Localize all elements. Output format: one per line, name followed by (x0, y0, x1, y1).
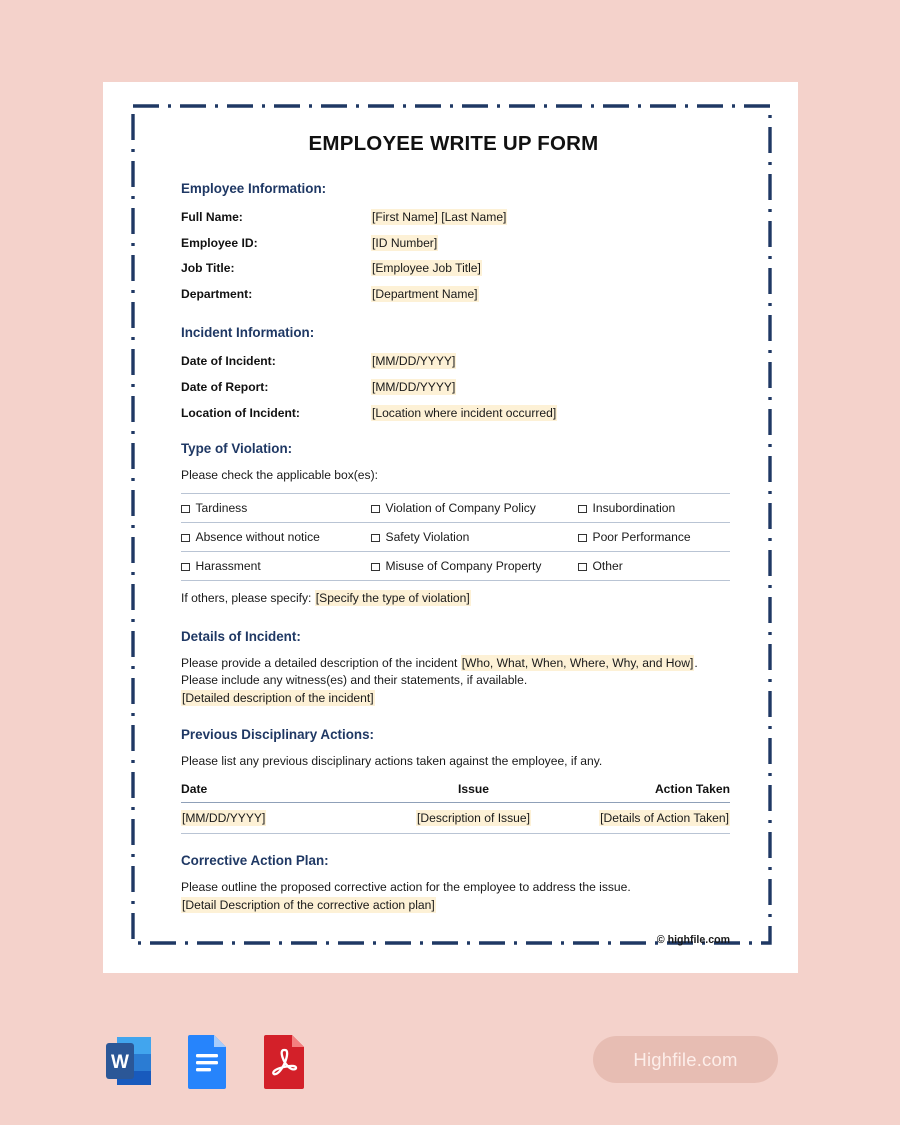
violation-checkbox-table (181, 493, 730, 581)
checkbox-cell-other[interactable] (578, 552, 730, 581)
details-description-row (181, 690, 730, 708)
field-label-job-title: Job Title: (181, 261, 235, 275)
copyright-notice: © highfile.com (656, 934, 730, 947)
table-header-row (181, 782, 730, 803)
field-label-full-name: Full Name: (181, 210, 243, 224)
brand-label: Highfile.com (633, 1048, 738, 1070)
corrective-action-description-row (181, 897, 730, 915)
cell-issue[interactable]: [Description of Issue] (381, 803, 566, 834)
field-row-department (181, 287, 730, 301)
field-value-date-of-report[interactable]: [MM/DD/YYYY] (372, 379, 456, 394)
checkbox-cell-misuse-of-company-property[interactable] (371, 552, 578, 581)
checkbox-label: Harassment (195, 559, 261, 574)
corrective-action-input[interactable]: [Detail Description of the corrective action plan] (182, 897, 435, 912)
checkbox-icon[interactable] (181, 534, 190, 543)
checkbox-icon[interactable] (371, 505, 380, 514)
google-docs-icon[interactable] (178, 1030, 236, 1092)
field-row-location-of-incident (181, 406, 730, 420)
field-value-department[interactable]: [Department Name] (372, 286, 478, 301)
form-content (181, 125, 730, 946)
table-row (181, 494, 730, 523)
column-header-action-taken: Action Taken (566, 782, 730, 803)
svg-text:W: W (111, 1052, 129, 1073)
checkbox-cell-safety-violation[interactable] (371, 523, 578, 552)
checkbox-label: Violation of Company Policy (385, 501, 536, 516)
table-row (181, 803, 730, 834)
download-format-icons (100, 1030, 314, 1092)
checkbox-cell-insubordination[interactable] (578, 494, 730, 523)
section-heading-incident-information: Incident Information: (181, 324, 315, 340)
checkbox-icon[interactable] (578, 534, 587, 543)
violation-instruction: Please check the applicable box(es): (181, 467, 378, 482)
details-line1-prefix: Please provide a detailed description of the incident (181, 655, 461, 670)
table-row (181, 552, 730, 581)
section-heading-corrective-action-plan: Corrective Action Plan: (181, 853, 329, 869)
checkbox-cell-absence-without-notice[interactable] (181, 523, 371, 552)
other-violation-specify-row (181, 590, 730, 608)
checkbox-label: Insubordination (592, 501, 676, 516)
details-instruction (181, 655, 730, 673)
details-description-input[interactable]: [Detailed description of the incident] (182, 690, 374, 705)
field-label-department: Department: (181, 286, 253, 301)
field-value-employee-id[interactable]: [ID Number] (372, 235, 438, 250)
field-label-date-of-report: Date of Report: (181, 379, 269, 394)
checkbox-label: Poor Performance (592, 530, 691, 545)
field-label-employee-id: Employee ID: (181, 235, 258, 250)
field-value-full-name[interactable]: [First Name] [Last Name] (372, 210, 507, 224)
checkbox-icon[interactable] (578, 563, 587, 572)
field-row-employee-id (181, 236, 730, 250)
column-header-issue: Issue (381, 782, 566, 803)
checkbox-icon[interactable] (371, 563, 380, 572)
field-row-date-of-report (181, 380, 730, 394)
checkbox-cell-violation-of-company-policy[interactable] (371, 494, 578, 523)
section-heading-previous-disciplinary-actions: Previous Disciplinary Actions: (181, 727, 374, 743)
word-doc-icon[interactable] (100, 1030, 158, 1092)
field-row-full-name (181, 210, 730, 224)
corrective-action-instruction: Please outline the proposed corrective action for the employee to address the issue. (181, 880, 631, 895)
checkbox-label: Misuse of Company Property (385, 559, 542, 574)
checkbox-label: Safety Violation (385, 530, 470, 545)
field-value-job-title[interactable]: [Employee Job Title] (372, 261, 481, 275)
previous-disciplinary-actions-table (181, 782, 730, 834)
page-title: EMPLOYEE WRITE UP FORM (308, 132, 599, 155)
table-row (181, 523, 730, 552)
checkbox-icon[interactable] (181, 563, 190, 572)
details-line1-highlight: [Who, What, When, Where, Why, and How] (461, 655, 694, 670)
checkbox-cell-poor-performance[interactable] (578, 523, 730, 552)
field-label-date-of-incident: Date of Incident: (181, 353, 276, 368)
checkbox-label: Other (592, 559, 623, 574)
field-label-location-of-incident: Location of Incident: (181, 405, 300, 420)
checkbox-icon[interactable] (371, 534, 380, 543)
section-heading-type-of-violation: Type of Violation: (181, 440, 293, 456)
checkbox-cell-tardiness[interactable] (181, 494, 371, 523)
other-violation-input[interactable]: [Specify the type of violation] (315, 591, 470, 606)
details-line2: Please include any witness(es) and their statements, if available. (181, 673, 528, 688)
details-line1-suffix: . (694, 655, 698, 670)
field-row-job-title (181, 261, 730, 275)
column-header-date: Date (181, 782, 381, 803)
field-value-date-of-incident[interactable]: [MM/DD/YYYY] (372, 353, 456, 368)
checkbox-cell-harassment[interactable] (181, 552, 371, 581)
cell-date[interactable]: [MM/DD/YYYY] (181, 803, 381, 834)
cell-action-taken[interactable]: [Details of Action Taken] (566, 803, 730, 834)
pdf-icon[interactable] (256, 1030, 314, 1092)
disciplinary-instruction: Please list any previous disciplinary actions taken against the employee, if any. (181, 754, 603, 769)
checkbox-icon[interactable] (578, 505, 587, 514)
section-heading-employee-information: Employee Information: (181, 181, 327, 196)
highfile-brand-badge[interactable] (593, 1036, 778, 1083)
other-violation-prefix: If others, please specify: (181, 591, 315, 606)
field-value-location-of-incident[interactable]: [Location where incident occurred] (372, 405, 557, 420)
section-heading-details-of-incident: Details of Incident: (181, 628, 301, 644)
checkbox-label: Tardiness (195, 501, 248, 516)
checkbox-icon[interactable] (181, 505, 190, 514)
checkbox-label: Absence without notice (195, 530, 320, 545)
field-row-date-of-incident (181, 354, 730, 368)
